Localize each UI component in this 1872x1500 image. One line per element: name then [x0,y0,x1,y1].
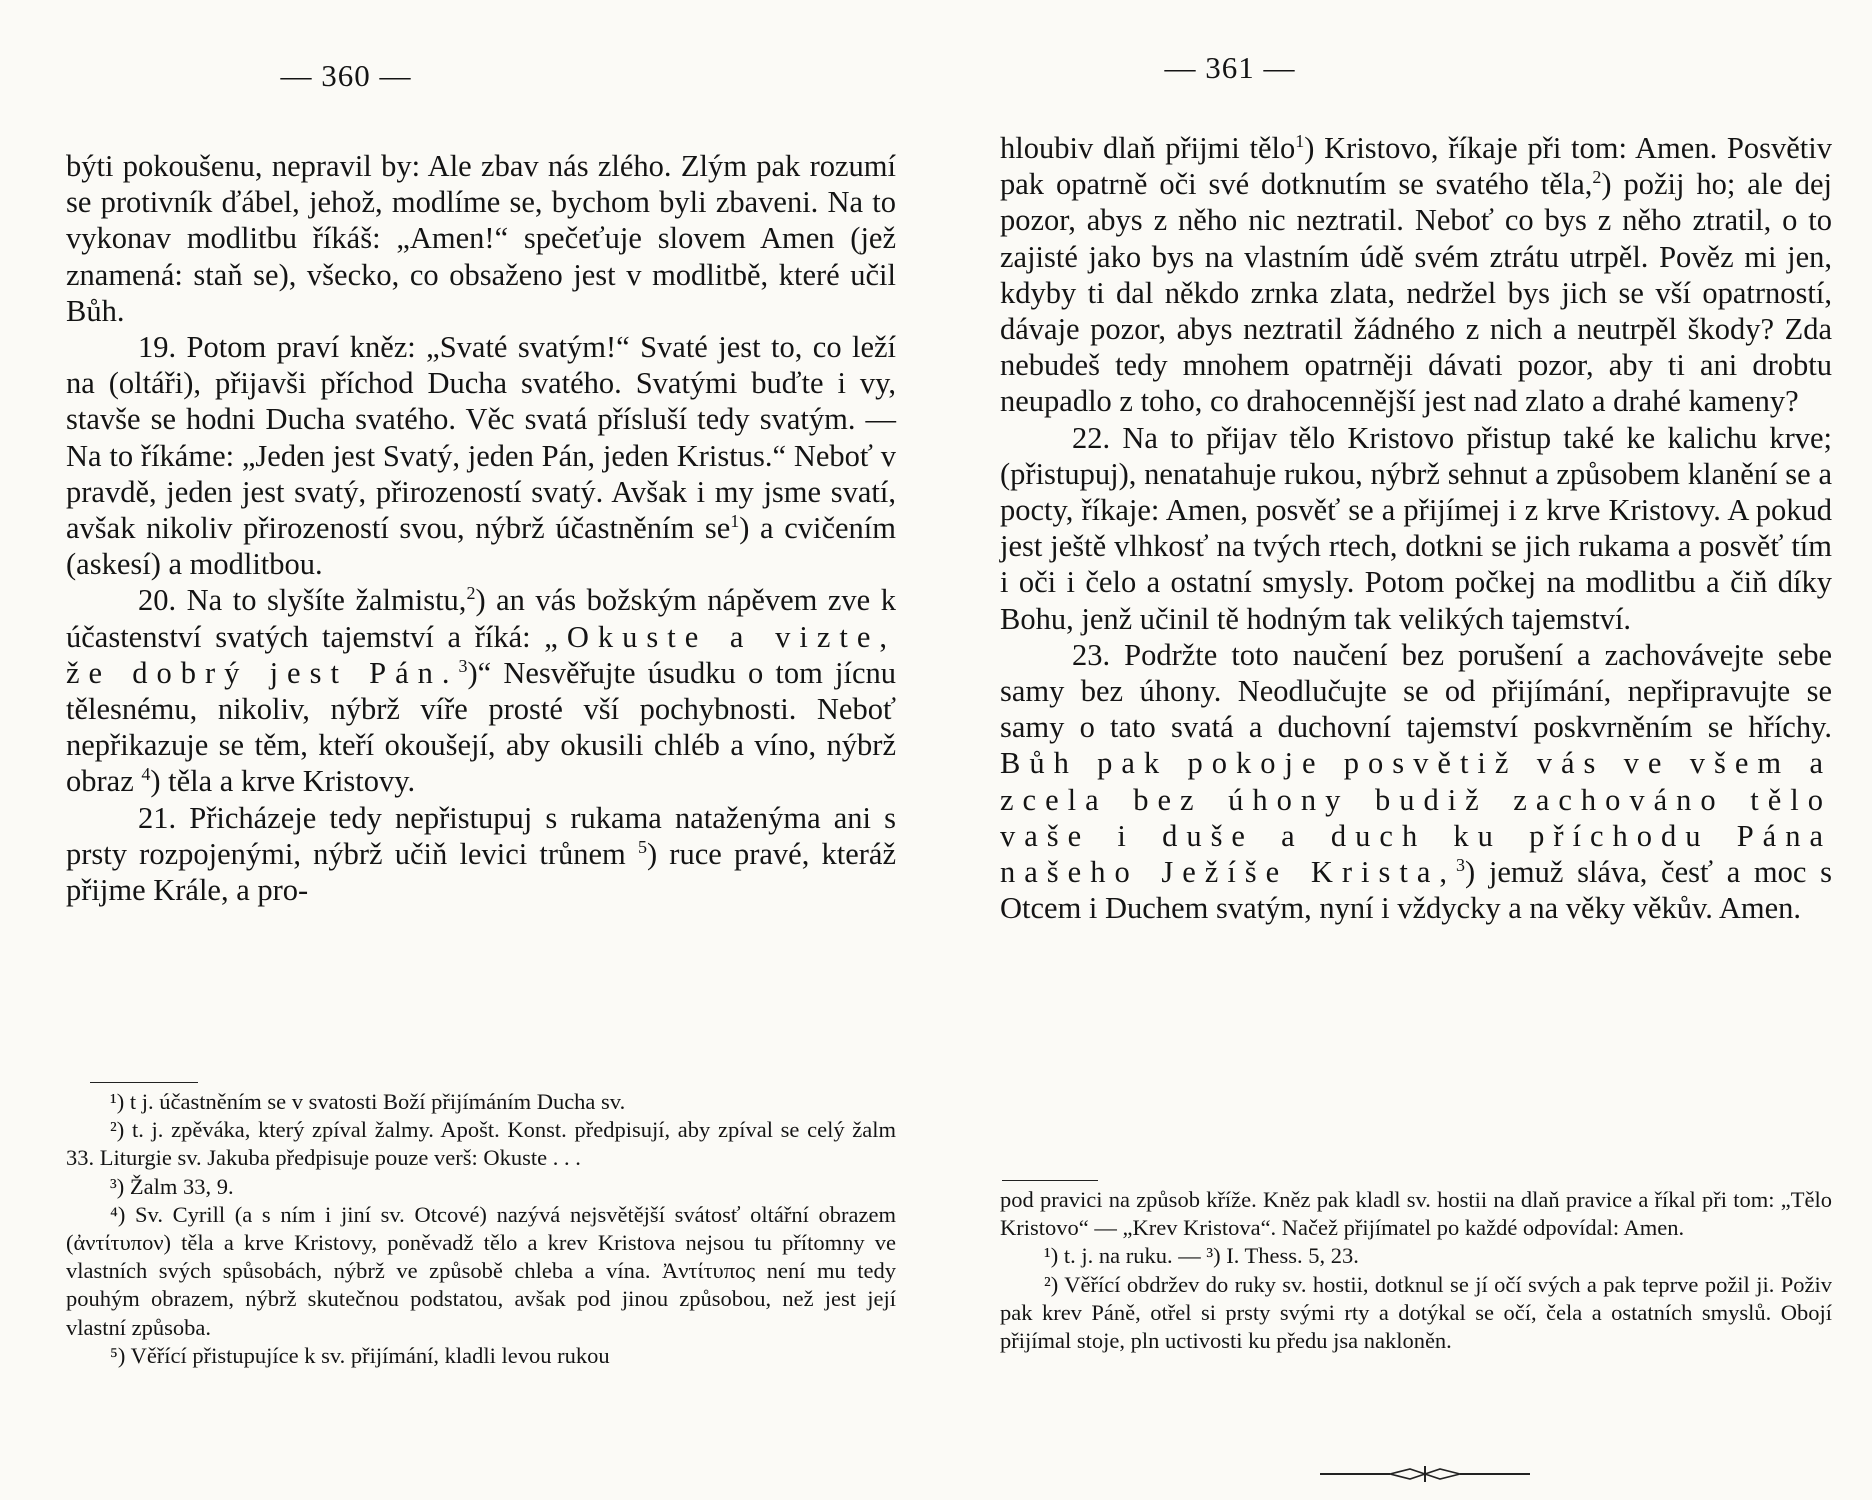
footnote [66,1173,896,1201]
paragraph-text: ) jemuž sláva, česť a moc s Otcem i Duchem svatým, nyní i vždycky a na věky věkův. Amen. [1000,855,1832,926]
footnote-text: ) t. j. na ruku. — ³) I. Thess. 5, 23. [1050,1243,1359,1269]
footnote-mark: ¹ [110,1089,117,1114]
paragraph-text: ) a cvičením (askesí) a modlitbou. [66,511,897,582]
page-number: — 361 — [1164,50,1296,85]
paragraph-19 [66,329,896,582]
footnote [1000,1271,1832,1356]
footnote [66,1201,896,1342]
footnote-text: ) Žalm 33, 9. [116,1173,234,1199]
paragraph-text: ) těla a krve Kristovy. [150,764,416,799]
paragraph-text: ) požij ho; ale dej pozor, abys z něho nic neztratil. Neboť co bys z něho ztratil, o to zajisté jako bys na vlastním údě svém ztrátu utrpěl. Pověz mi jen, kdyby ti dal někdo zrnka zlata, nedržel bys jich se vší opatrností, dávaje pozor, abys neztratil žádného z nich a neutrpěl škody? Zda nebudeš tedy mnohem opatrněji dávati pozor, aby ti ani drobtu neupadlo z toho, co drahocennější jest nad zlato a drahé kameny? [1000,167,1832,419]
paragraph-21 [66,800,896,909]
footnote-mark: ² [110,1117,117,1143]
blessing-quote: Bůh pak pokoje posvětiž vás ve všem a zcela bez úhony budiž zachováno tělo vaše i duše a duch ku příchodu Pána našeho Ježíše Krista, [1000,746,1832,890]
footnote-ref: 3 [1456,854,1466,875]
footnote [1000,1242,1832,1270]
footnote-ref: 2 [1592,167,1602,188]
paragraph-text: hloubiv dlaň přijmi tělo [1000,131,1296,165]
paragraph-text: 21. Přicházeje tedy nepřistupuj s rukama nataženýma ani s prsty rozpojenými, nýbrž učiň levici trůnem [66,800,896,871]
paragraph-22: 22. Na to přijav tělo Kristovo přistup také ke kalichu krve; (přistupuj), nenatahuje rukou, nýbrž sehnut a způsobem klanění se a pocty, říkaje: Amen, posvěť se a přijímej i z krve Kristovy. A pokud jest ještě vlhkosť na tvých rtech, dotkni se jich rukama a posvěť tím i oči i čelo a ostatní smysly. Potom počkej na modlitbu a čiň díky Bohu, jenž učinil tě hodným tak velikých tajemství. [1000,420,1832,636]
footnote-mark: ⁴ [110,1201,118,1227]
footnotes [1000,1186,1832,1355]
footnote-ref: 5 [637,836,647,857]
paragraph-text: ) an vás božským nápěvem zve k účastenství svatých tajemství a říká: [66,583,896,654]
footnote-separator [1002,1180,1098,1181]
paragraph-text: )“ Nesvěřujte úsudku o tom jícnu tělesnému, nikoliv, nýbrž víře prosté vší pochybnosti. Neboť nepřikazuje se těm, kteří okoušejí, aby okusili chléb a víno, nýbrž obraz [66,655,896,799]
end-ornament-icon [1320,1464,1530,1484]
footnote-text: ) Věřící přistupujíce k sv. přijímání, kladli levou rukou [117,1342,610,1368]
footnote-continuation: pod pravici na způsob kříže. Kněz pak kladl sv. hostii na dlaň pravice a říkal při tom: „Tělo Kristovo“ — „Krev Kristova“. Načež přijímatel po každé odpovídal: Amen. [1000,1187,1832,1241]
paragraph-text: ) Kristovo, říkaje při tom: Amen. Posvětiv pak opatrně oči své dotknutím se svatého těla, [1000,131,1833,202]
footnote-mark: ² [1044,1271,1051,1297]
footnote-text: ) Věřící obdržev do ruky sv. hostii, dotknul se jí očí svých a pak teprve požil ji. Poživ pak krev Páně, otřel si prsty svými rty a dotýkal se očí, čela a ostatních smyslů. Obojí přijímal stoje, pln uctivosti ku předu jsa nakloněn. [1000,1271,1832,1354]
footnote [66,1342,896,1370]
psalm-quote: „Okuste a vizte, že dobrý jest Pán. [66,619,896,690]
main-text [66,148,896,908]
footnote [66,1116,896,1172]
right-page [1000,0,1832,1500]
footnote [66,1088,896,1116]
paragraph [1000,130,1832,420]
footnotes [66,1088,896,1370]
footnote-ref: 2 [466,583,476,604]
footnote-text: ) Sv. Cyrill (a s ním i jiní sv. Otcové) nazývá nejsvětější svátosť oltářní obrazem (ἀντίτυπον) těla a krve Kristovy, poněvadž tělo a krev Kristova nejsou tu přítomny ve vlastních svých spůsobách, nýbrž ve způsobě chleba a vína. Ἀντίτυπος není mu tedy pouhým obrazem, nýbrž skutečnou podstatou, avšak pod jinou způsobou, než jest její vlastní způsoba. [66,1201,896,1340]
footnote-ref: 4 [141,764,151,785]
paragraph-text: ) ruce pravé, kteráž přijme Krále, a pro- [66,836,896,908]
main-text [1000,130,1832,926]
footnote-separator [90,1082,198,1083]
paragraph-23 [1000,637,1832,927]
footnote-ref: 3 [458,655,468,676]
footnote-mark: ⁵ [110,1342,118,1368]
paragraph-20 [66,582,896,799]
paragraph: býti pokoušenu, nepravil by: Ale zbav nás zlého. Zlým pak rozumí se protivník ďábel, jehož, modlíme se, bychom byli zbaveni. Na to vykonav modlitbu říkáš: „Amen!“ spečeťuje slovem Amen (jež znamená: staň se), všecko, co obsaženo jest v modlitbě, které učil Bůh. [66,149,896,328]
footnote-text: ) t. j. zpěváka, který zpíval žalmy. Apošt. Konst. předpisují, aby zpíval se celý žalm 33. Liturgie sv. Jakuba předpisuje pouze verš: Okuste . . . [66,1117,896,1171]
footnote-mark: ³ [110,1173,117,1199]
paragraph-text: 20. Na to slyšíte žalmistu, [138,583,467,618]
paragraph-text: 19. Potom praví kněz: „Svaté svatým!“ Svaté jest to, co leží na (oltáři), přijavši příchod Ducha svatého. Svatými buďte i vy, stavše se hodni Ducha svatého. Věc svatá přísluší tedy svatým. — Na to říkáme: „Jeden jest Svatý, jeden Pán, jeden Kristus.“ Neboť v pravdě, jeden jest svatý, přirozeností svatý. Avšak i my jsme svatí, avšak nikoliv přirozeností svou, nýbrž účastněním se [66,330,896,546]
footnote-ref: 1 [1295,130,1305,151]
left-page [66,0,896,1500]
paragraph-text: 23. Podržte toto naučení bez porušení a zachovávejte sebe samy bez úhony. Neodlučujte se od přijímání, nepřipravujte se samy o tato svatá a duchovní tajemství poskvrněním se hříchy. [1000,637,1832,745]
footnote-text: ) t j. účastněním se v svatosti Boží přijímáním Ducha sv. [116,1089,626,1114]
footnote-mark: ¹ [1044,1243,1051,1269]
page-number: — 360 — [280,58,412,93]
footnote-ref: 1 [730,510,740,531]
